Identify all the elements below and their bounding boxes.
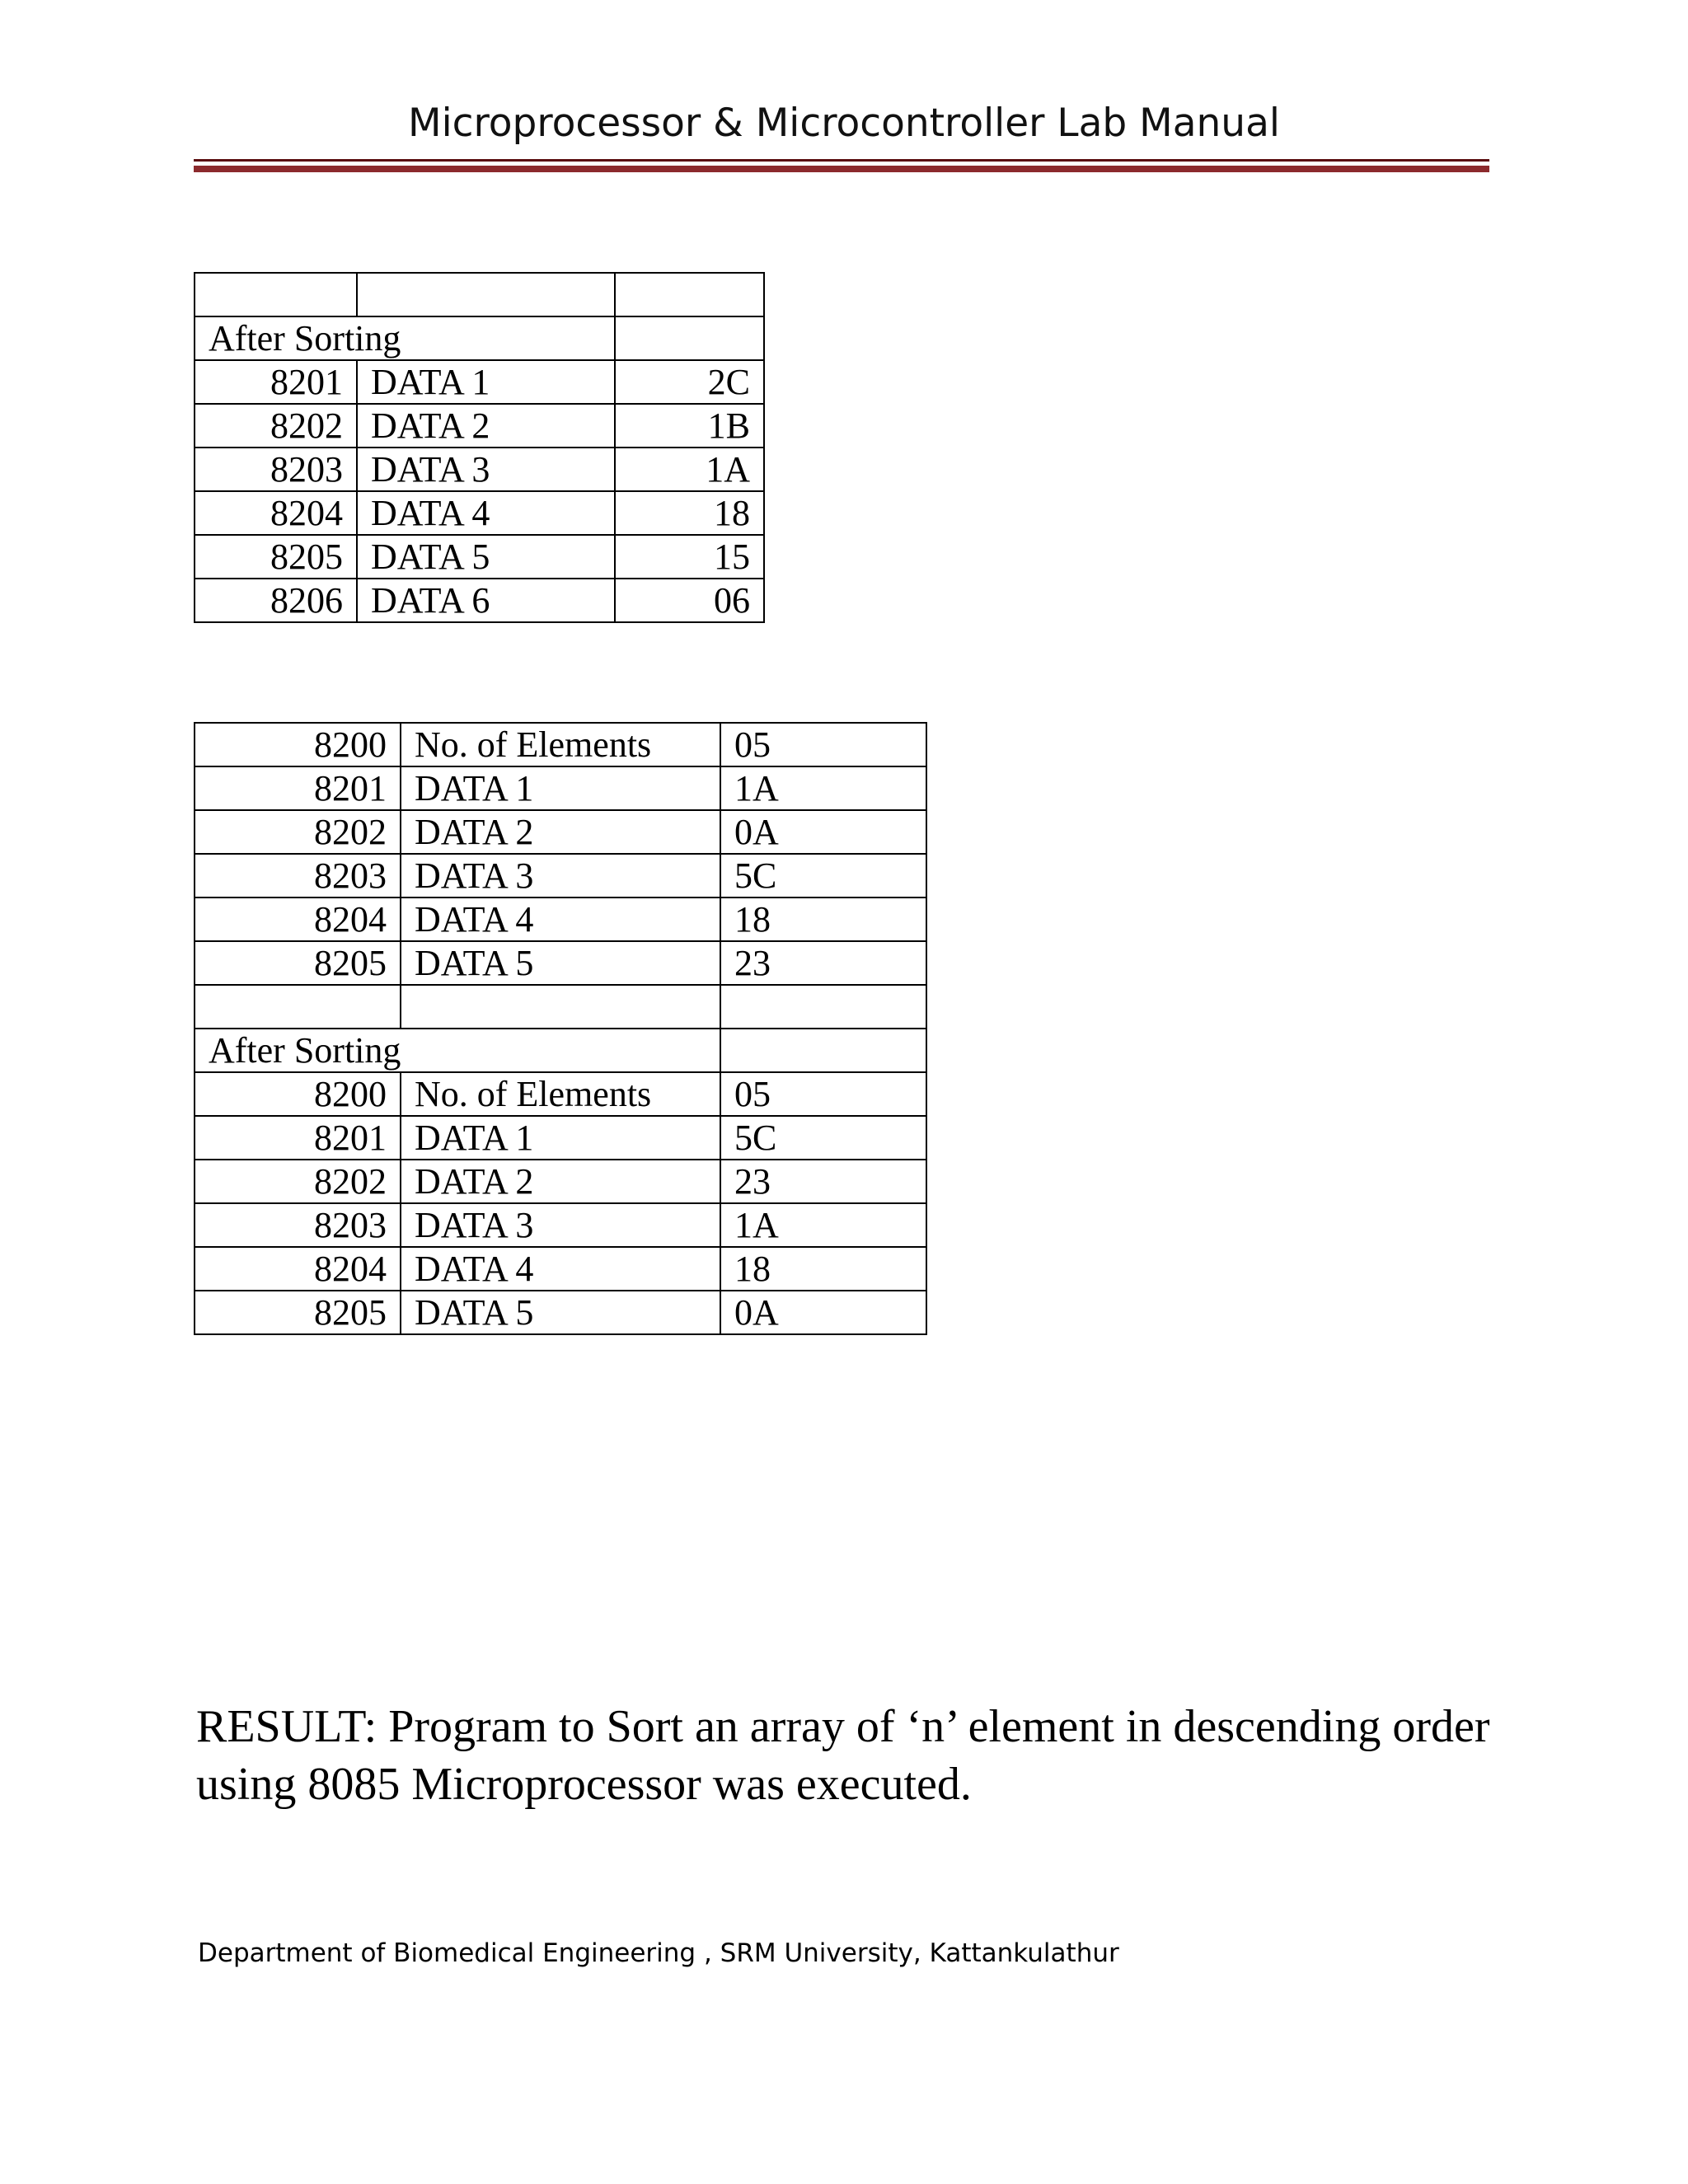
label-cell: DATA 5 (401, 941, 720, 985)
table-row-empty (195, 273, 764, 316)
table-row (195, 491, 764, 535)
value-cell: 5C (720, 854, 926, 898)
header-rule-thick (194, 166, 1489, 172)
table-row (195, 360, 764, 404)
table-row (195, 810, 926, 854)
address-cell: 8203 (195, 448, 357, 491)
value-cell: 1A (720, 766, 926, 810)
address-cell: 8202 (195, 404, 357, 448)
header-rule-thin (194, 159, 1489, 162)
value-cell: 15 (615, 535, 764, 579)
value-cell: 1B (615, 404, 764, 448)
label-cell: DATA 4 (357, 491, 615, 535)
value-cell: 1A (615, 448, 764, 491)
label-cell: DATA 2 (401, 810, 720, 854)
table-row (195, 1247, 926, 1291)
label-cell: DATA 1 (357, 360, 615, 404)
table-row (195, 448, 764, 491)
section-label: After Sorting (195, 1029, 720, 1072)
address-cell: 8203 (195, 854, 401, 898)
page-header-title: Microprocessor & Microcontroller Lab Manual (408, 101, 1280, 146)
value-cell: 1A (720, 1203, 926, 1247)
table-row (195, 1072, 926, 1116)
result-line-2: using 8085 Microprocessor was executed. (196, 1759, 972, 1810)
label-cell: DATA 3 (401, 1203, 720, 1247)
label-cell: DATA 2 (357, 404, 615, 448)
label-cell: DATA 2 (401, 1160, 720, 1203)
value-cell: 06 (615, 579, 764, 622)
label-cell: DATA 6 (357, 579, 615, 622)
label-cell: DATA 1 (401, 766, 720, 810)
label-cell: DATA 3 (357, 448, 615, 491)
address-cell: 8204 (195, 898, 401, 941)
table-row (195, 1116, 926, 1160)
table-row (195, 854, 926, 898)
address-cell: 8203 (195, 1203, 401, 1247)
table-row (195, 766, 926, 810)
address-cell: 8205 (195, 1291, 401, 1334)
address-cell: 8200 (195, 723, 401, 766)
address-cell: 8204 (195, 1247, 401, 1291)
table-row (195, 1203, 926, 1247)
result-statement (196, 1698, 1515, 1813)
page-footer: Department of Biomedical Engineering , SRM University, Kattankulathur (198, 1938, 1119, 1968)
value-cell: 0A (720, 1291, 926, 1334)
address-cell: 8201 (195, 360, 357, 404)
table-row-section-label (195, 1029, 926, 1072)
table-row (195, 1291, 926, 1334)
table-row (195, 723, 926, 766)
address-cell: 8201 (195, 766, 401, 810)
table-row (195, 1160, 926, 1203)
value-cell: 18 (720, 1247, 926, 1291)
table-row-empty (195, 985, 926, 1029)
label-cell: No. of Elements (401, 723, 720, 766)
address-cell: 8202 (195, 810, 401, 854)
value-cell: 5C (720, 1116, 926, 1160)
value-cell: 0A (720, 810, 926, 854)
label-cell: DATA 5 (357, 535, 615, 579)
label-cell: DATA 5 (401, 1291, 720, 1334)
label-cell: DATA 3 (401, 854, 720, 898)
table-row (195, 404, 764, 448)
sorted-data-table-1 (194, 272, 765, 623)
address-cell: 8200 (195, 1072, 401, 1116)
section-label: After Sorting (195, 316, 615, 360)
value-cell: 18 (615, 491, 764, 535)
value-cell: 05 (720, 723, 926, 766)
table-row (195, 535, 764, 579)
address-cell: 8205 (195, 941, 401, 985)
table-row (195, 898, 926, 941)
address-cell: 8201 (195, 1116, 401, 1160)
label-cell: No. of Elements (401, 1072, 720, 1116)
value-cell: 23 (720, 1160, 926, 1203)
address-cell: 8206 (195, 579, 357, 622)
label-cell: DATA 1 (401, 1116, 720, 1160)
address-cell: 8204 (195, 491, 357, 535)
label-cell: DATA 4 (401, 1247, 720, 1291)
table-row (195, 941, 926, 985)
value-cell: 23 (720, 941, 926, 985)
sort-input-output-table (194, 722, 927, 1335)
table-row (195, 579, 764, 622)
table-row-section-label (195, 316, 764, 360)
label-cell: DATA 4 (401, 898, 720, 941)
value-cell: 2C (615, 360, 764, 404)
result-line-1: RESULT: Program to Sort an array of ‘n’ element in descending order (196, 1701, 1490, 1752)
value-cell: 18 (720, 898, 926, 941)
value-cell: 05 (720, 1072, 926, 1116)
address-cell: 8202 (195, 1160, 401, 1203)
address-cell: 8205 (195, 535, 357, 579)
